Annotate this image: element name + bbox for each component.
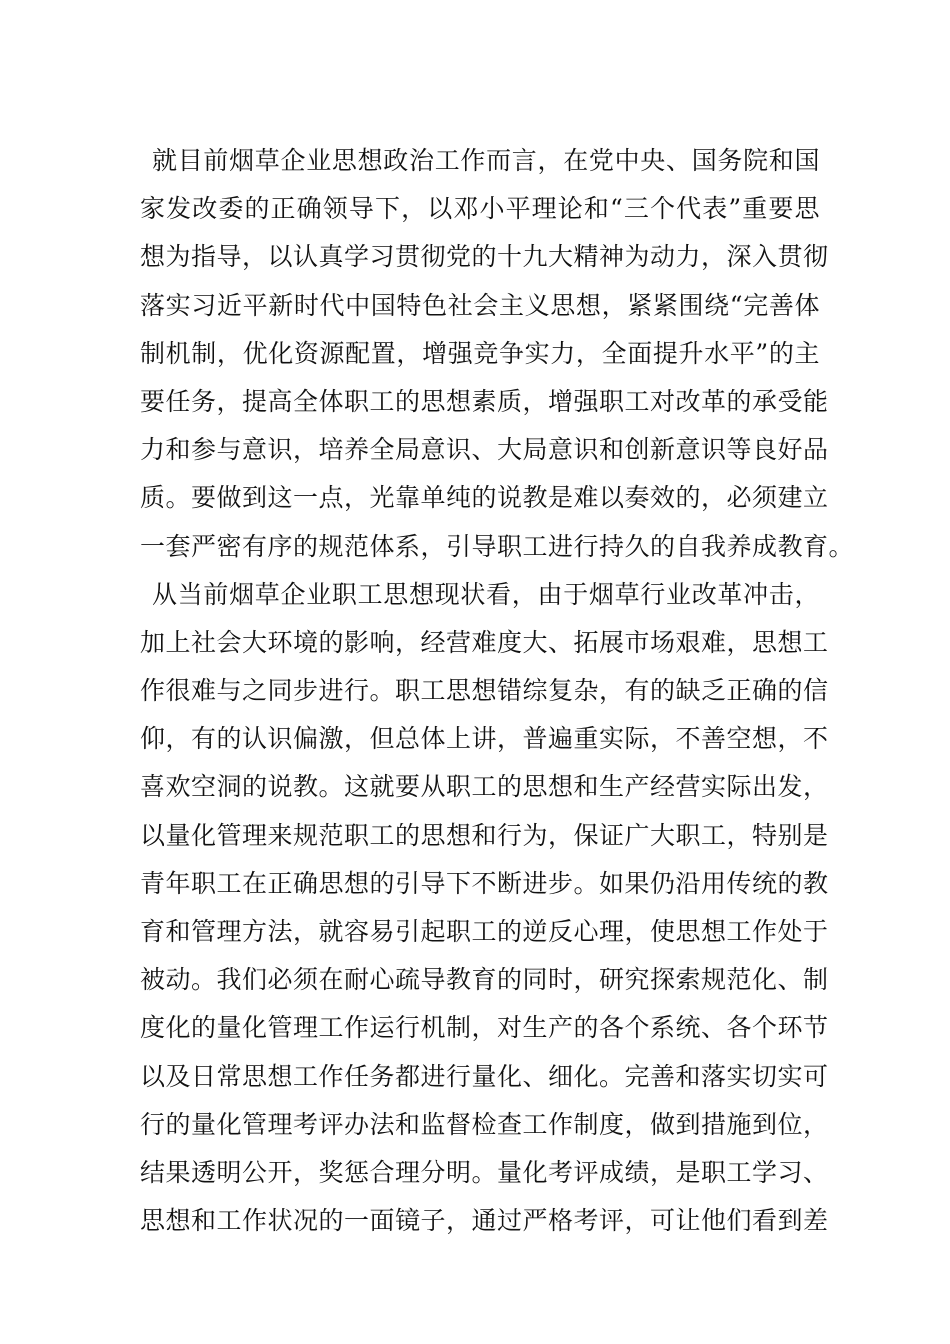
paragraph-line: 行的量化管理考评办法和监督检查工作制度，做到措施到位，	[140, 1109, 829, 1139]
paragraph-line: 力和参与意识，培养全局意识、大局意识和创新意识等良好品	[140, 435, 829, 465]
paragraph-line: 一套严密有序的规范体系，引导职工进行持久的自我养成教育。	[140, 531, 855, 561]
paragraph-line: 家发改委的正确领导下，以邓小平理论和“三个代表”重要思	[140, 194, 820, 224]
paragraph-line: 以量化管理来规范职工的思想和行为，保证广大职工，特别是	[140, 820, 829, 850]
paragraph-line: 落实习近平新时代中国特色社会主义思想，紧紧围绕“完善体	[140, 290, 820, 320]
paragraph-line: 就目前烟草企业思想政治工作而言，在党中央、国务院和国	[152, 146, 820, 175]
paragraph-2	[140, 571, 829, 1246]
paragraph-line: 制机制，优化资源配置，增强竞争实力，全面提升水平”的主	[140, 338, 820, 368]
paragraph-line: 加上社会大环境的影响，经营难度大、拓展市场艰难，思想工	[140, 627, 829, 657]
paragraph-line: 度化的量化管理工作运行机制，对生产的各个系统、各个环节	[140, 1013, 829, 1043]
document-body	[140, 137, 855, 1245]
paragraph-line: 仰，有的认识偏激，但总体上讲，普遍重实际，不善空想，不	[140, 724, 829, 754]
paragraph-line: 育和管理方法，就容易引起职工的逆反心理，使思想工作处于	[140, 917, 829, 946]
paragraph-1	[140, 137, 855, 571]
paragraph-line: 作很难与之同步进行。职工思想错综复杂，有的缺乏正确的信	[140, 676, 829, 706]
paragraph-line: 喜欢空洞的说教。这就要从职工的思想和生产经营实际出发，	[140, 772, 829, 802]
paragraph-line: 被动。我们必须在耐心疏导教育的同时，研究探索规范化、制	[140, 965, 829, 995]
paragraph-line: 结果透明公开，奖惩合理分明。量化考评成绩，是职工学习、	[140, 1157, 829, 1187]
paragraph-line: 青年职工在正确思想的引导下不断进步。如果仍沿用传统的教	[140, 868, 829, 898]
paragraph-line: 从当前烟草企业职工思想现状看，由于烟草行业改革冲击，	[152, 579, 820, 609]
paragraph-line: 要任务，提高全体职工的思想素质，增强职工对改革的承受能	[140, 386, 829, 416]
paragraph-line: 质。要做到这一点，光靠单纯的说教是难以奏效的，必须建立	[140, 483, 829, 513]
paragraph-line: 思想和工作状况的一面镜子，通过严格考评，可让他们看到差	[140, 1206, 829, 1236]
paragraph-line: 想为指导，以认真学习贯彻党的十九大精神为动力，深入贯彻	[140, 242, 829, 272]
paragraph-line: 以及日常思想工作任务都进行量化、细化。完善和落实切实可	[140, 1061, 829, 1091]
